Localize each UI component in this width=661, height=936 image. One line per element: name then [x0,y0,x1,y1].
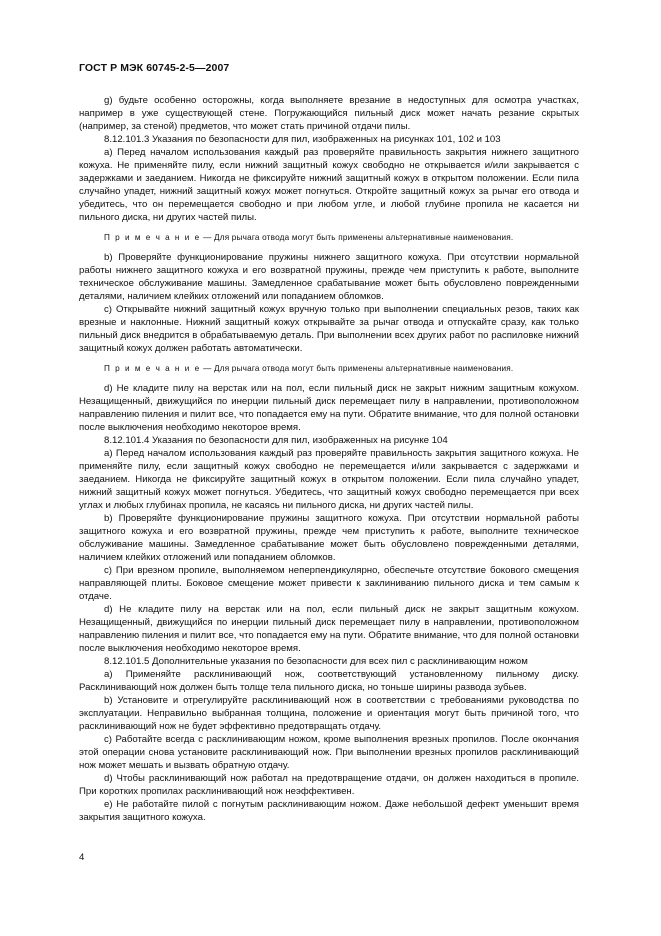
paragraph-d: d) Не кладите пилу на верстак или на пол, если пильный диск не закрыт нижним защитным кожухом. Незащищенный, движущийся по инерции пильный диск перемещает пилу в направлении, противоположном направлению пиления и пилит все, что попадается ему на пути. Обратите внимание, что для полной остановки после выключения необходимо некоторое время. [79,383,579,433]
paragraph-a: a) Перед началом использования каждый раз проверяйте правильность закрытия защитного кожуха. Не применяйте пилу, если защитный кожух свободно не перемещается и/или закрывается с задержками и заеданием. Никогда не фиксируйте защитный кожух в открытом положении. Если пила случайно упадет, нижний защитный кожух может погнуться. Убедитесь, что защитный кожух свободно перемещается при всех углах и любых глубинах пропила, не касаясь ни пильного диска, ни других частей пилы. [79,448,579,511]
paragraph-a: a) Применяйте расклинивающий нож, соответствующий установленному пильному диску. Расклинивающий нож должен быть толще тела пильного диска, но тоньше ширины развода зубьев. [79,669,579,693]
section-heading-8-12-101-5: 8.12.101.5 Дополнительные указания по безопасности для всех пил с расклинивающим ножом [104,656,528,667]
paragraph-d: d) Чтобы расклинивающий нож работал на предотвращение отдачи, он должен находиться в пропиле. При коротких пропилах расклинивающий нож неэффективен. [79,773,579,797]
note-text: — Для рычага отвода могут быть применены альтернативные наименования. [200,364,514,373]
paragraph-c: c) Открывайте нижний защитный кожух вручную только при выполнении специальных резов, таких как врезные и наклонные. Нижний защитный кожух открывайте за рычаг отвода и отпускайте сразу, как только пильный диск внедрится в обрабатываемую деталь. При выполнении всех других работ по распиловке нижний защитный кожух должен работать автоматически. [79,304,579,354]
paragraph-a: a) Перед началом использования каждый раз проверяйте правильность закрытия нижнего защитного кожуха. Не применяйте пилу, если нижний защитный кожух свободно не открывается и/или закрывается с задержками и заеданием. Никогда не фиксируйте нижний защитный кожух в открытом положении. Если пила случайно упадет, нижний защитный кожух может погнуться. Откройте защитный кожух за рычаг его отвода и убедитесь, что он перемещается свободно и при любом угле, и любой глубине пропила не касается ни пильного диска, ни других частей пилы. [79,147,579,223]
document-body [79,94,579,824]
note-label: П р и м е ч а н и е [104,364,201,373]
document-header: ГОСТ Р МЭК 60745-2-5—2007 [79,62,230,74]
note [79,362,579,375]
paragraph-b: b) Проверяйте функционирование пружины защитного кожуха. При отсутствии нормальной работы защитного кожуха и его возвратной пружины, прежде чем приступить к работе, выполните техническое обслуживание машины. Замедленное срабатывание может быть обусловлено поврежденными деталями, наличием клейких отложений или попаданием обломков. [79,513,579,563]
section-heading-8-12-101-4: 8.12.101.4 Указания по безопасности для пил, изображенных на рисунке 104 [104,435,448,446]
paragraph-b: b) Установите и отрегулируйте расклинивающий нож в соответствии с требованиями руководства по эксплуатации. Неправильно выбранная толщина, положение и ориентация могут быть причиной того, что расклинивающий нож не будет эффективно предотвращать отдачу. [79,695,579,732]
note-text: — Для рычага отвода могут быть применены альтернативные наименования. [200,233,514,242]
paragraph-d: d) Не кладите пилу на верстак или на пол, если пильный диск не закрыт защитным кожухом. Незащищенный, движущийся по инерции пильный диск перемещает пилу в направлении, противоположном направлению пиления и пилит все, что попадается ему на пути. Обратите внимание, что для полной остановки после выключения необходимо некоторое время. [79,604,579,654]
paragraph-g: g) будьте особенно осторожны, когда выполняете врезание в недоступных для осмотра участках, например в уже существующей стене. Погружающийся пильный диск может начать резание скрытых (например, за стеной) предметов, что может стать причиной отдачи пилы. [79,95,579,132]
paragraph-e: e) Не работайте пилой с погнутым расклинивающим ножом. Даже небольшой дефект уменьшит время закрытия защитного кожуха. [79,799,579,823]
section-heading-8-12-101-3: 8.12.101.3 Указания по безопасности для пил, изображенных на рисунках 101, 102 и 103 [104,134,501,145]
page-number: 4 [79,852,85,863]
paragraph-c: c) При врезном пропиле, выполняемом неперпендикулярно, обеспечьте отсутствие бокового смещения направляющей плиты. Боковое смещение может привести к заклиниванию пильного диска и тем самым к отдаче. [79,565,579,602]
paragraph-c: c) Работайте всегда с расклинивающим ножом, кроме выполнения врезных пропилов. После окончания этой операции снова установите расклинивающий нож. При выполнении врезных пропилов расклинивающий нож может мешать и вызвать обратную отдачу. [79,734,579,771]
note [79,231,579,244]
note-label: П р и м е ч а н и е [104,233,201,242]
paragraph-b: b) Проверяйте функционирование пружины нижнего защитного кожуха. При отсутствии нормальной работы нижнего защитного кожуха и его возвратной пружины, прежде чем приступить к работе, выполните техническое обслуживание машины. Замедленное срабатывание может быть обусловлено поврежденными деталями, наличием клейких отложений или попаданием обломков. [79,252,579,302]
